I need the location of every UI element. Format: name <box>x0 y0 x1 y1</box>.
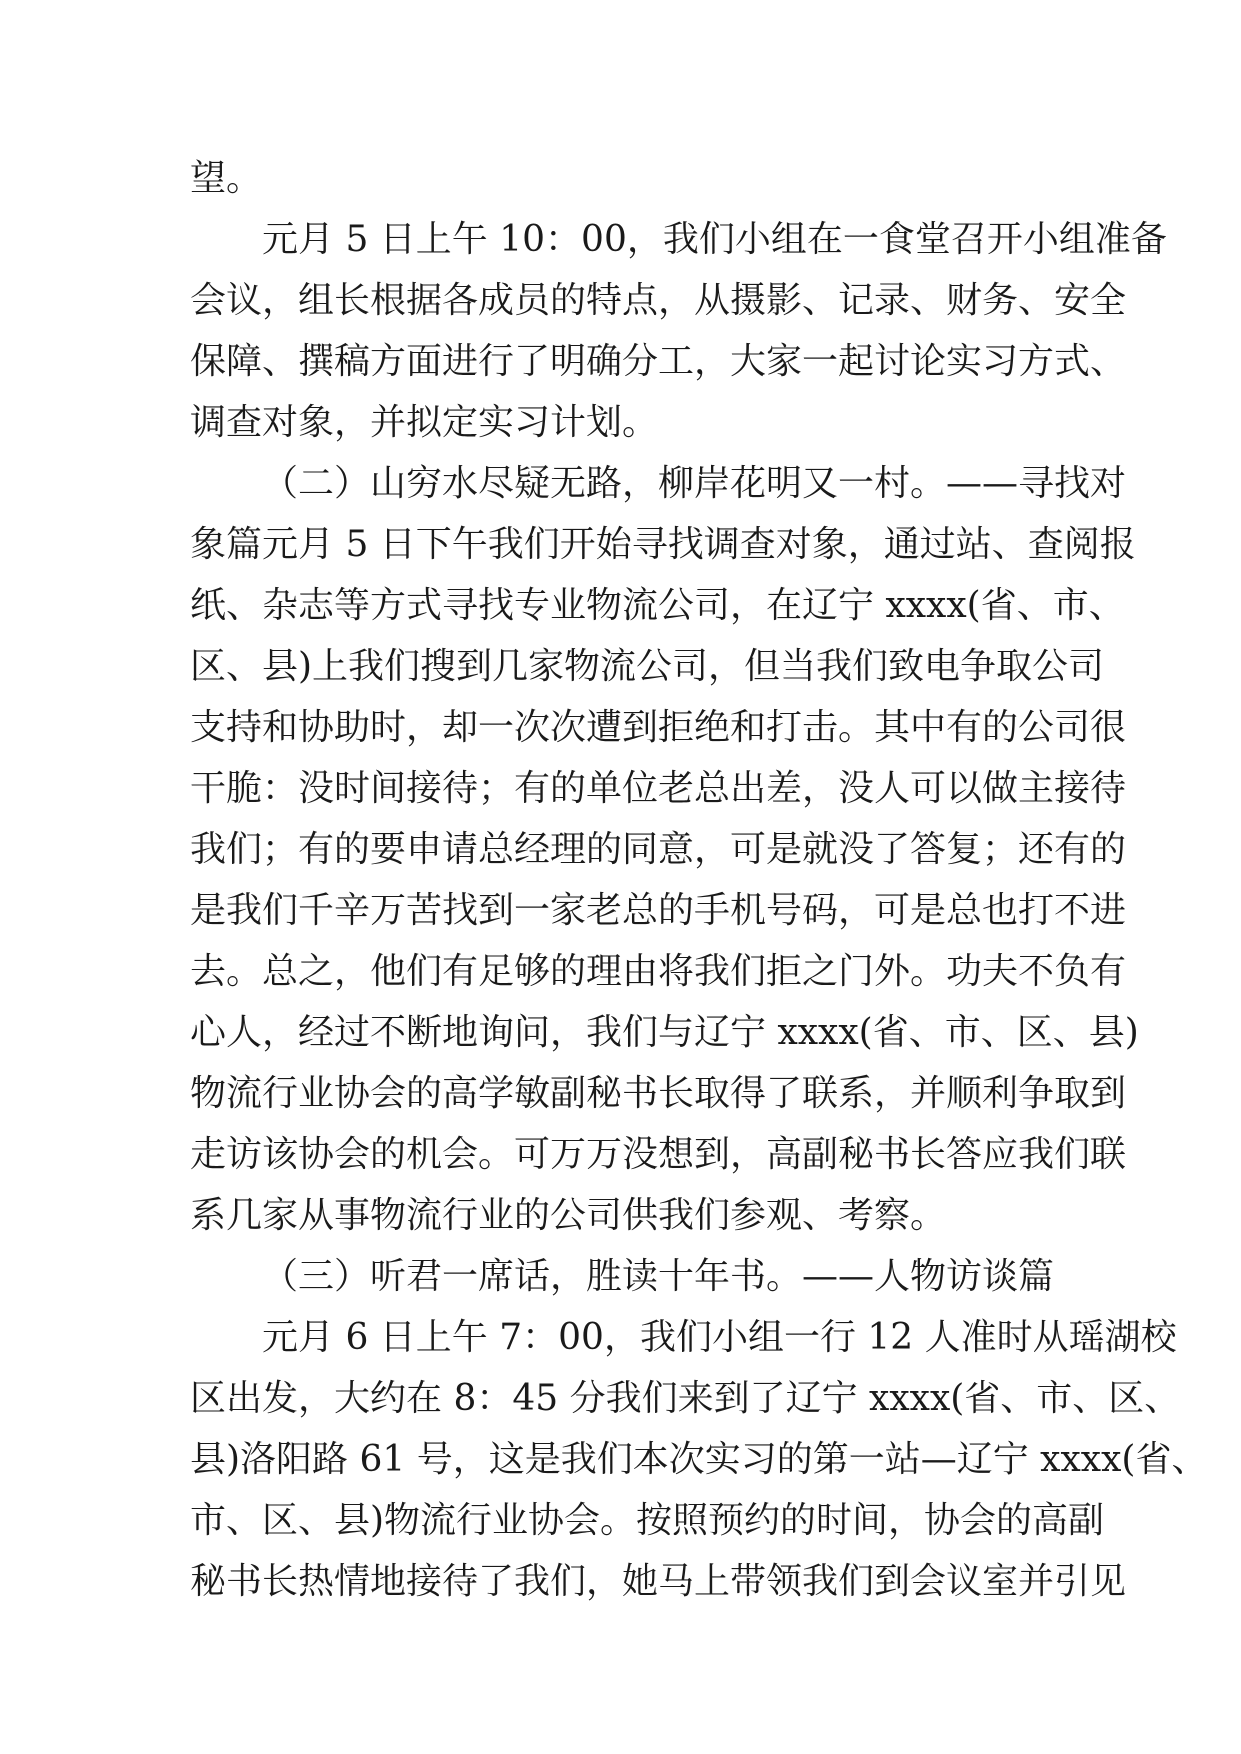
text-line: 支持和协助时，却一次次遭到拒绝和打击。其中有的公司很 <box>190 707 1127 748</box>
text-line: 望。 <box>190 158 263 199</box>
text-line: 会议，组长根据各成员的特点，从摄影、记录、财务、安全 <box>190 280 1127 321</box>
text-line: 去。总之，他们有足够的理由将我们拒之门外。功夫不负有 <box>190 951 1127 992</box>
text-line: 保障、撰稿方面进行了明确分工，大家一起讨论实习方式、 <box>190 341 1127 382</box>
text-line: 纸、杂志等方式寻找专业物流公司，在辽宁 xxxx(省、市、 <box>190 585 1125 626</box>
text-line: （二）山穷水尽疑无路，柳岸花明又一村。——寻找对 <box>262 463 1127 504</box>
text-line: 象篇元月 5 日下午我们开始寻找调查对象，通过站、查阅报 <box>190 524 1136 565</box>
text-line: 是我们千辛万苦找到一家老总的手机号码，可是总也打不进 <box>190 890 1127 931</box>
text-line: 干脆：没时间接待；有的单位老总出差，没人可以做主接待 <box>190 768 1127 809</box>
document-body <box>190 148 1208 1612</box>
text-line: 心人，经过不断地询问，我们与辽宁 xxxx(省、市、区、县) <box>190 1012 1139 1053</box>
text-line: 走访该协会的机会。可万万没想到，高副秘书长答应我们联 <box>190 1134 1127 1175</box>
text-line: 我们；有的要申请总经理的同意，可是就没了答复；还有的 <box>190 829 1127 870</box>
text-line: 区出发，大约在 8：45 分我们来到了辽宁 xxxx(省、市、区、 <box>190 1378 1181 1419</box>
text-line: 物流行业协会的高学敏副秘书长取得了联系，并顺利争取到 <box>190 1073 1127 1114</box>
text-line: 调查对象，并拟定实习计划。 <box>190 402 659 443</box>
text-line: 秘书长热情地接待了我们，她马上带领我们到会议室并引见 <box>190 1561 1127 1602</box>
text-line: （三）听君一席话，胜读十年书。——人物访谈篇 <box>262 1256 1055 1297</box>
text-line: 县)洛阳路 61 号，这是我们本次实习的第一站—辽宁 xxxx(省、 <box>190 1439 1208 1480</box>
text-line: 元月 6 日上午 7：00，我们小组一行 12 人准时从瑶湖校 <box>262 1317 1177 1358</box>
text-line: 市、区、县)物流行业协会。按照预约的时间，协会的高副 <box>190 1500 1105 1541</box>
text-line: 系几家从事物流行业的公司供我们参观、考察。 <box>190 1195 947 1236</box>
text-line: 元月 5 日上午 10：00，我们小组在一食堂召开小组准备 <box>262 219 1167 260</box>
text-line: 区、县)上我们搜到几家物流公司，但当我们致电争取公司 <box>190 646 1105 687</box>
